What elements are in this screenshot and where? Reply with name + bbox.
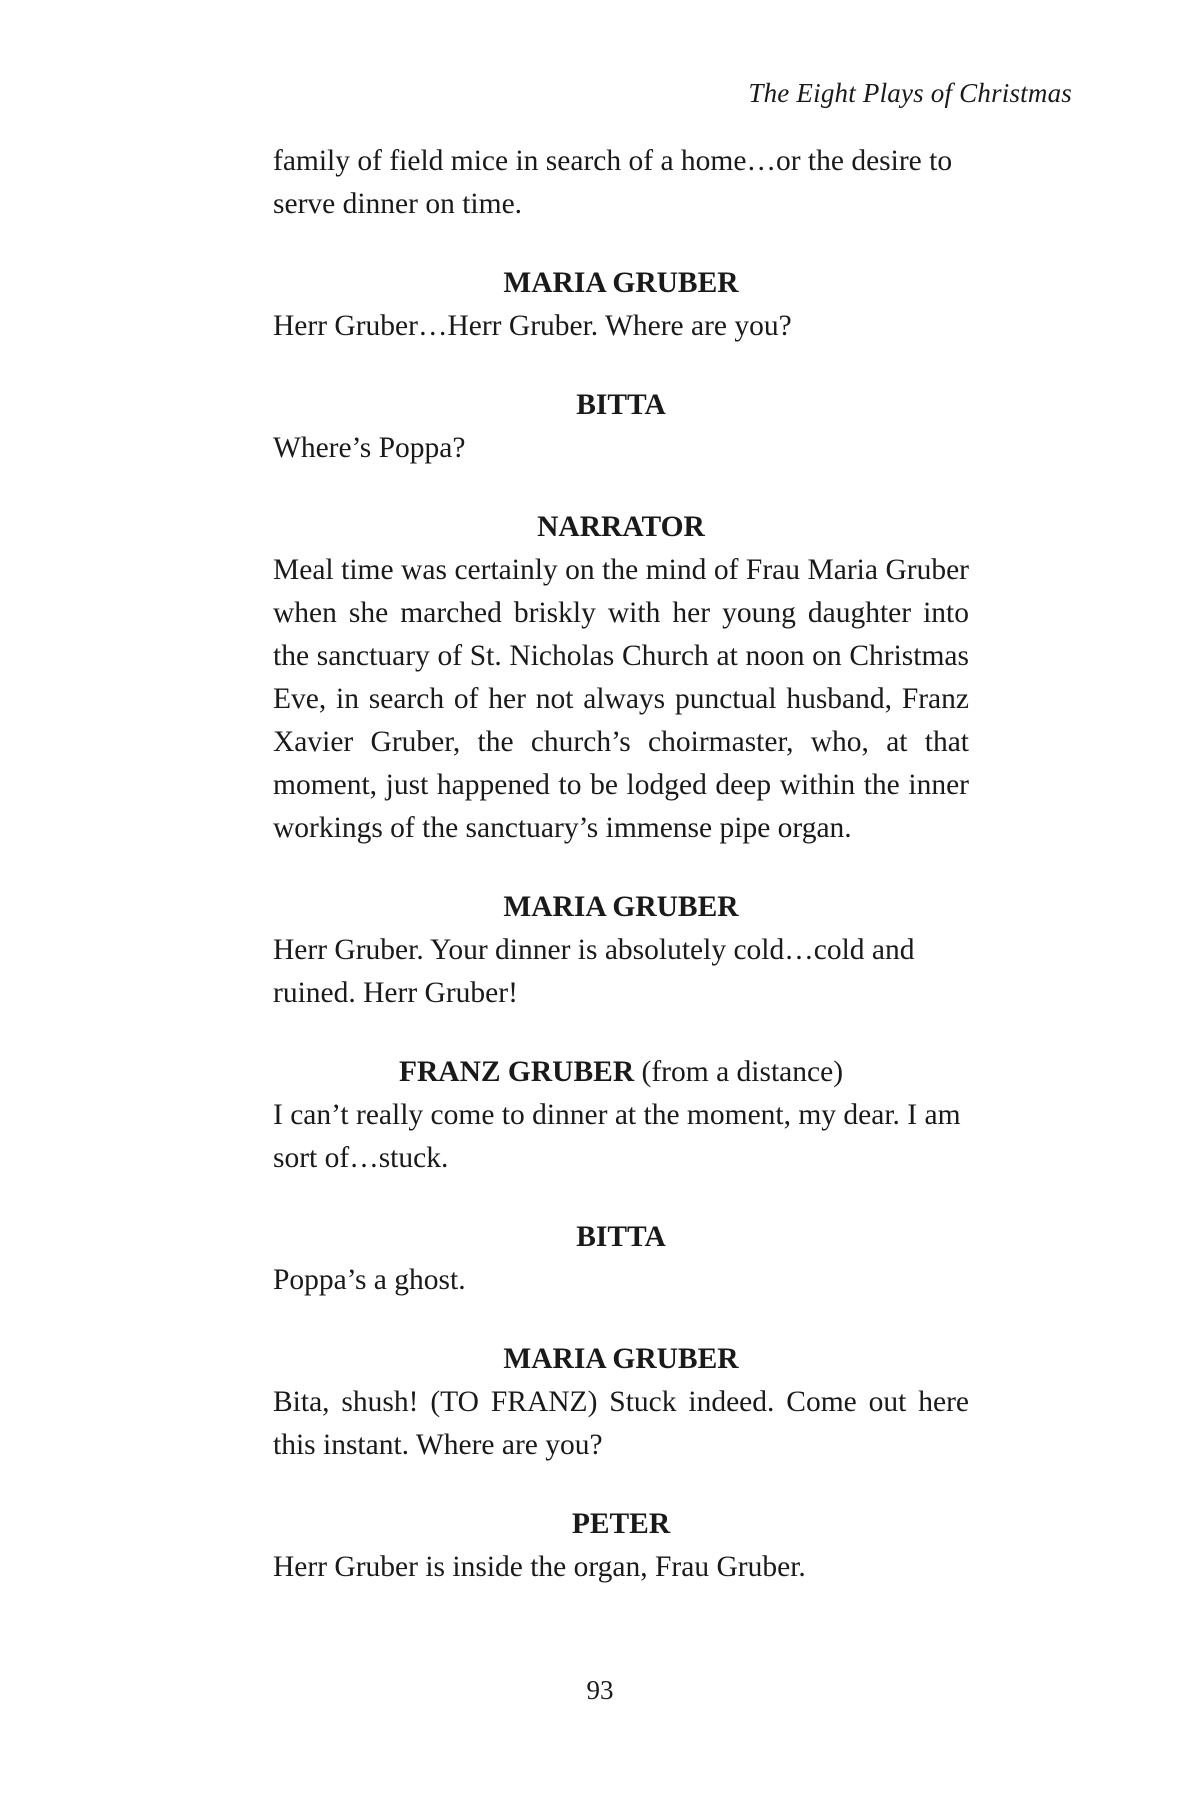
speaker-name: FRANZ GRUBER <box>398 1056 635 1088</box>
speaker-heading <box>273 506 969 549</box>
speaker-name: BITTA <box>576 389 666 421</box>
speaker-name: MARIA GRUBER <box>503 891 739 923</box>
speaker-name: MARIA GRUBER <box>503 1343 739 1375</box>
dialogue-line: Herr Gruber…Herr Gruber. Where are you? <box>273 310 792 342</box>
speaker-heading <box>273 1338 969 1381</box>
dialogue-line: Where’s Poppa? <box>273 432 466 464</box>
speaker-name: PETER <box>571 1508 671 1540</box>
speaker-name: NARRATOR <box>537 511 705 543</box>
dialogue-line: I can’t really come to dinner at the moment, my dear. I am sort of…stuck. <box>273 1099 961 1174</box>
speaker-heading <box>273 1503 969 1546</box>
running-header: The Eight Plays of Christmas <box>748 78 1072 108</box>
speaker-heading <box>273 1051 969 1094</box>
speaker-heading <box>273 384 969 427</box>
dialogue-line: Herr Gruber is inside the organ, Frau Gruber. <box>273 1551 806 1583</box>
speaker-name: BITTA <box>576 1221 666 1253</box>
script-body <box>273 140 969 1589</box>
speaker-heading <box>273 886 969 929</box>
speaker-name: MARIA GRUBER <box>503 267 739 299</box>
speaker-heading <box>273 1216 969 1259</box>
stage-direction: (from a distance) <box>641 1056 844 1088</box>
dialogue-line: Poppa’s a ghost. <box>273 1264 466 1296</box>
narration-paragraph: Meal time was certainly on the mind of Frau Maria Gruber when she marched briskly with her young daughter into the sanctuary of St. Nicholas Church at noon on Christmas Eve, in search of her not always punctual husband, Franz Xavier Gruber, the church’s choirmaster, who, at that moment, just happened to be lodged deep within the inner workings of the sanctuary’s immense pipe organ. <box>273 554 969 844</box>
dialogue-line: Herr Gruber. Your dinner is absolutely cold…cold and ruined. Herr Gruber! <box>273 934 915 1009</box>
page-number: 93 <box>586 1675 614 1705</box>
dialogue-line: Bita, shush! (TO FRANZ) Stuck indeed. Come out here this instant. Where are you? <box>273 1386 969 1461</box>
continued-paragraph: family of field mice in search of a home…or the desire to serve dinner on time. <box>273 145 953 220</box>
speaker-heading <box>273 262 969 305</box>
